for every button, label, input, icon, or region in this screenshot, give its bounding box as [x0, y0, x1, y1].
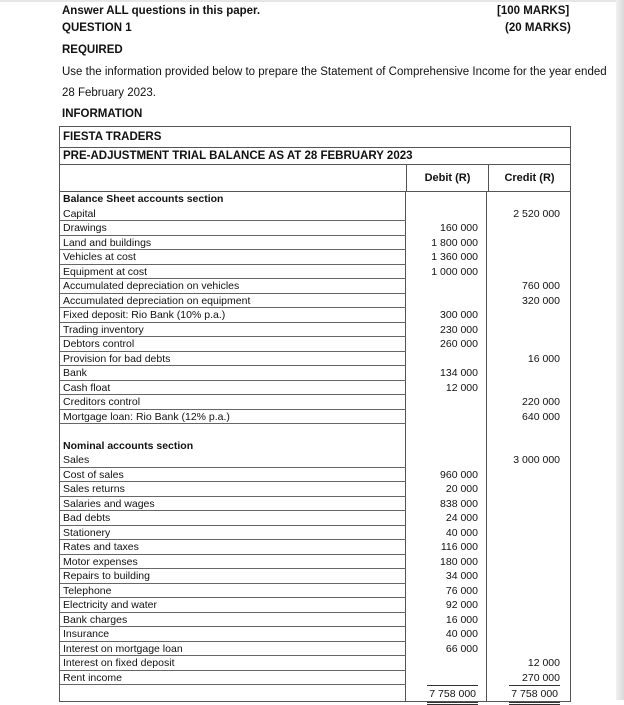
column-headers [60, 165, 570, 192]
account-name: Salaries and wages [60, 497, 406, 512]
table-row [60, 294, 570, 309]
account-name: Insurance [60, 627, 406, 642]
credit-amount: 12 000 [527, 657, 560, 669]
table-row [60, 482, 570, 497]
table-row [60, 337, 570, 352]
credit-amount [487, 642, 568, 657]
account-column-header [60, 165, 407, 191]
debit-column-header: Debit (R) [407, 165, 489, 191]
debit-amount: 960 000 [406, 468, 487, 483]
account-name: Bank charges [60, 613, 406, 628]
debit-amount [406, 671, 487, 686]
table-row [60, 569, 570, 584]
table-row [60, 555, 570, 570]
debit-amount: 16 000 [406, 613, 487, 628]
account-name: Capital [60, 207, 406, 222]
account-name: Sales [60, 453, 406, 468]
table-row [60, 598, 570, 613]
required-text-line1: Use the information provided below to prepare the Statement of Comprehensive Income for the year ended [62, 66, 607, 78]
table-row [60, 279, 570, 294]
question-label: QUESTION 1 [62, 22, 132, 34]
debit-amount: 300 000 [406, 308, 487, 323]
required-text-line2: 28 February 2023. [62, 87, 156, 99]
credit-column-header: Credit (R) [504, 172, 555, 184]
account-name: Debtors control [60, 337, 406, 352]
account-name: Cash float [60, 381, 406, 396]
table-row [60, 221, 570, 236]
trial-balance-rows [60, 192, 570, 701]
table-row [60, 265, 570, 280]
total-debit: 7 758 000 [427, 685, 478, 705]
debit-amount: 1 000 000 [406, 265, 487, 280]
table-row [60, 671, 570, 686]
credit-amount: 270 000 [522, 671, 560, 684]
account-name: Land and buildings [60, 236, 406, 251]
debit-amount: 230 000 [406, 323, 487, 338]
debit-amount [406, 207, 487, 222]
nominal-section-title: Nominal accounts section [60, 439, 406, 454]
credit-amount [487, 569, 568, 584]
debit-amount [406, 294, 487, 309]
debit-amount: 20 000 [406, 482, 487, 497]
credit-amount [487, 497, 568, 512]
account-name: Accumulated depreciation on equipment [60, 294, 406, 309]
table-row [60, 410, 570, 425]
credit-amount [487, 526, 568, 541]
credit-amount: 16 000 [527, 352, 560, 365]
credit-amount: 760 000 [522, 280, 560, 292]
table-row [60, 511, 570, 526]
trial-balance-table [59, 126, 571, 702]
debit-amount: 40 000 [406, 627, 487, 642]
debit-amount [406, 352, 487, 367]
question-marks: (20 MARKS) [505, 22, 571, 34]
page-top-edge [0, 0, 624, 2]
debit-amount: 12 000 [406, 381, 487, 396]
company-name: FIESTA TRADERS [60, 127, 570, 148]
balance-section-title: Balance Sheet accounts section [60, 192, 406, 207]
account-name: Stationery [60, 526, 406, 541]
table-row [60, 453, 570, 468]
account-name: Bank [60, 366, 406, 381]
account-name: Accumulated depreciation on vehicles [60, 279, 406, 294]
account-name: Electricity and water [60, 598, 406, 613]
account-name: Drawings [60, 221, 406, 236]
instruction-text: Answer ALL questions in this paper. [62, 5, 261, 17]
credit-amount [487, 250, 568, 265]
table-row [60, 497, 570, 512]
credit-amount [487, 598, 568, 613]
total-credit: 7 758 000 [509, 685, 560, 705]
table-row [60, 250, 570, 265]
section-heading-row [60, 439, 570, 454]
account-name: Interest on mortgage loan [60, 642, 406, 657]
account-name: Bad debts [60, 511, 406, 526]
debit-amount: 34 000 [406, 569, 487, 584]
account-name: Rent income [60, 671, 406, 686]
credit-amount [487, 584, 568, 599]
total-marks: [100 MARKS] [497, 5, 570, 17]
credit-amount [487, 511, 568, 526]
totals-row [60, 685, 570, 701]
debit-amount [406, 410, 487, 425]
debit-amount: 116 000 [406, 540, 487, 555]
debit-amount [406, 395, 487, 410]
debit-amount: 1 800 000 [406, 236, 487, 251]
table-row [60, 468, 570, 483]
table-row [60, 381, 570, 396]
account-name: Repairs to building [60, 569, 406, 584]
table-row [60, 352, 570, 367]
account-name: Interest on fixed deposit [60, 656, 406, 671]
account-name: Vehicles at cost [60, 250, 406, 265]
table-row [60, 395, 570, 410]
debit-amount: 260 000 [406, 337, 487, 352]
table-row [60, 236, 570, 251]
credit-amount [487, 323, 568, 338]
debit-amount: 160 000 [406, 221, 487, 236]
account-name: Rates and taxes [60, 540, 406, 555]
table-row [60, 613, 570, 628]
page-right-edge [616, 0, 624, 700]
credit-amount [487, 468, 568, 483]
account-name: Trading inventory [60, 323, 406, 338]
credit-amount: 220 000 [522, 396, 560, 408]
table-row [60, 656, 570, 671]
required-label: REQUIRED [62, 44, 123, 56]
credit-amount: 3 000 000 [513, 454, 560, 466]
credit-amount: 320 000 [522, 294, 560, 307]
table-subtitle: PRE-ADJUSTMENT TRIAL BALANCE AS AT 28 FEBRUARY 2023 [60, 148, 570, 165]
table-row [60, 642, 570, 657]
debit-amount [406, 453, 487, 468]
debit-amount: 92 000 [406, 598, 487, 613]
account-name: Provision for bad debts [60, 352, 406, 367]
credit-amount [487, 482, 568, 497]
account-name: Fixed deposit: Rio Bank (10% p.a.) [60, 308, 406, 323]
spacer-row [60, 424, 570, 439]
debit-amount: 76 000 [406, 584, 487, 599]
table-row [60, 627, 570, 642]
account-name: Cost of sales [60, 468, 406, 483]
account-name: Creditors control [60, 395, 406, 410]
credit-amount [487, 236, 568, 251]
information-label: INFORMATION [62, 108, 143, 120]
credit-amount [487, 308, 568, 323]
debit-amount [406, 279, 487, 294]
credit-amount [487, 381, 568, 396]
table-row [60, 526, 570, 541]
debit-amount: 1 360 000 [406, 250, 487, 265]
account-name: Mortgage loan: Rio Bank (12% p.a.) [60, 410, 406, 425]
debit-amount: 24 000 [406, 511, 487, 526]
debit-amount [406, 656, 487, 671]
table-row [60, 540, 570, 555]
credit-amount [487, 555, 568, 570]
debit-amount: 66 000 [406, 642, 487, 657]
account-name: Telephone [60, 584, 406, 599]
debit-amount: 134 000 [406, 366, 487, 381]
section-heading-row [60, 192, 570, 207]
debit-amount: 838 000 [406, 497, 487, 512]
table-row [60, 323, 570, 338]
credit-amount [487, 337, 568, 352]
credit-amount: 2 520 000 [513, 207, 560, 220]
account-name: Equipment at cost [60, 265, 406, 280]
table-row [60, 584, 570, 599]
table-row [60, 308, 570, 323]
table-row [60, 207, 570, 222]
credit-amount: 640 000 [522, 410, 560, 423]
debit-amount: 40 000 [406, 526, 487, 541]
table-row [60, 366, 570, 381]
credit-amount [487, 265, 568, 280]
credit-amount [487, 540, 568, 555]
account-name: Motor expenses [60, 555, 406, 570]
credit-amount [487, 627, 568, 642]
account-name: Sales returns [60, 482, 406, 497]
credit-amount [487, 221, 568, 236]
credit-amount [487, 366, 568, 381]
credit-amount [487, 613, 568, 628]
debit-amount: 180 000 [406, 555, 487, 570]
